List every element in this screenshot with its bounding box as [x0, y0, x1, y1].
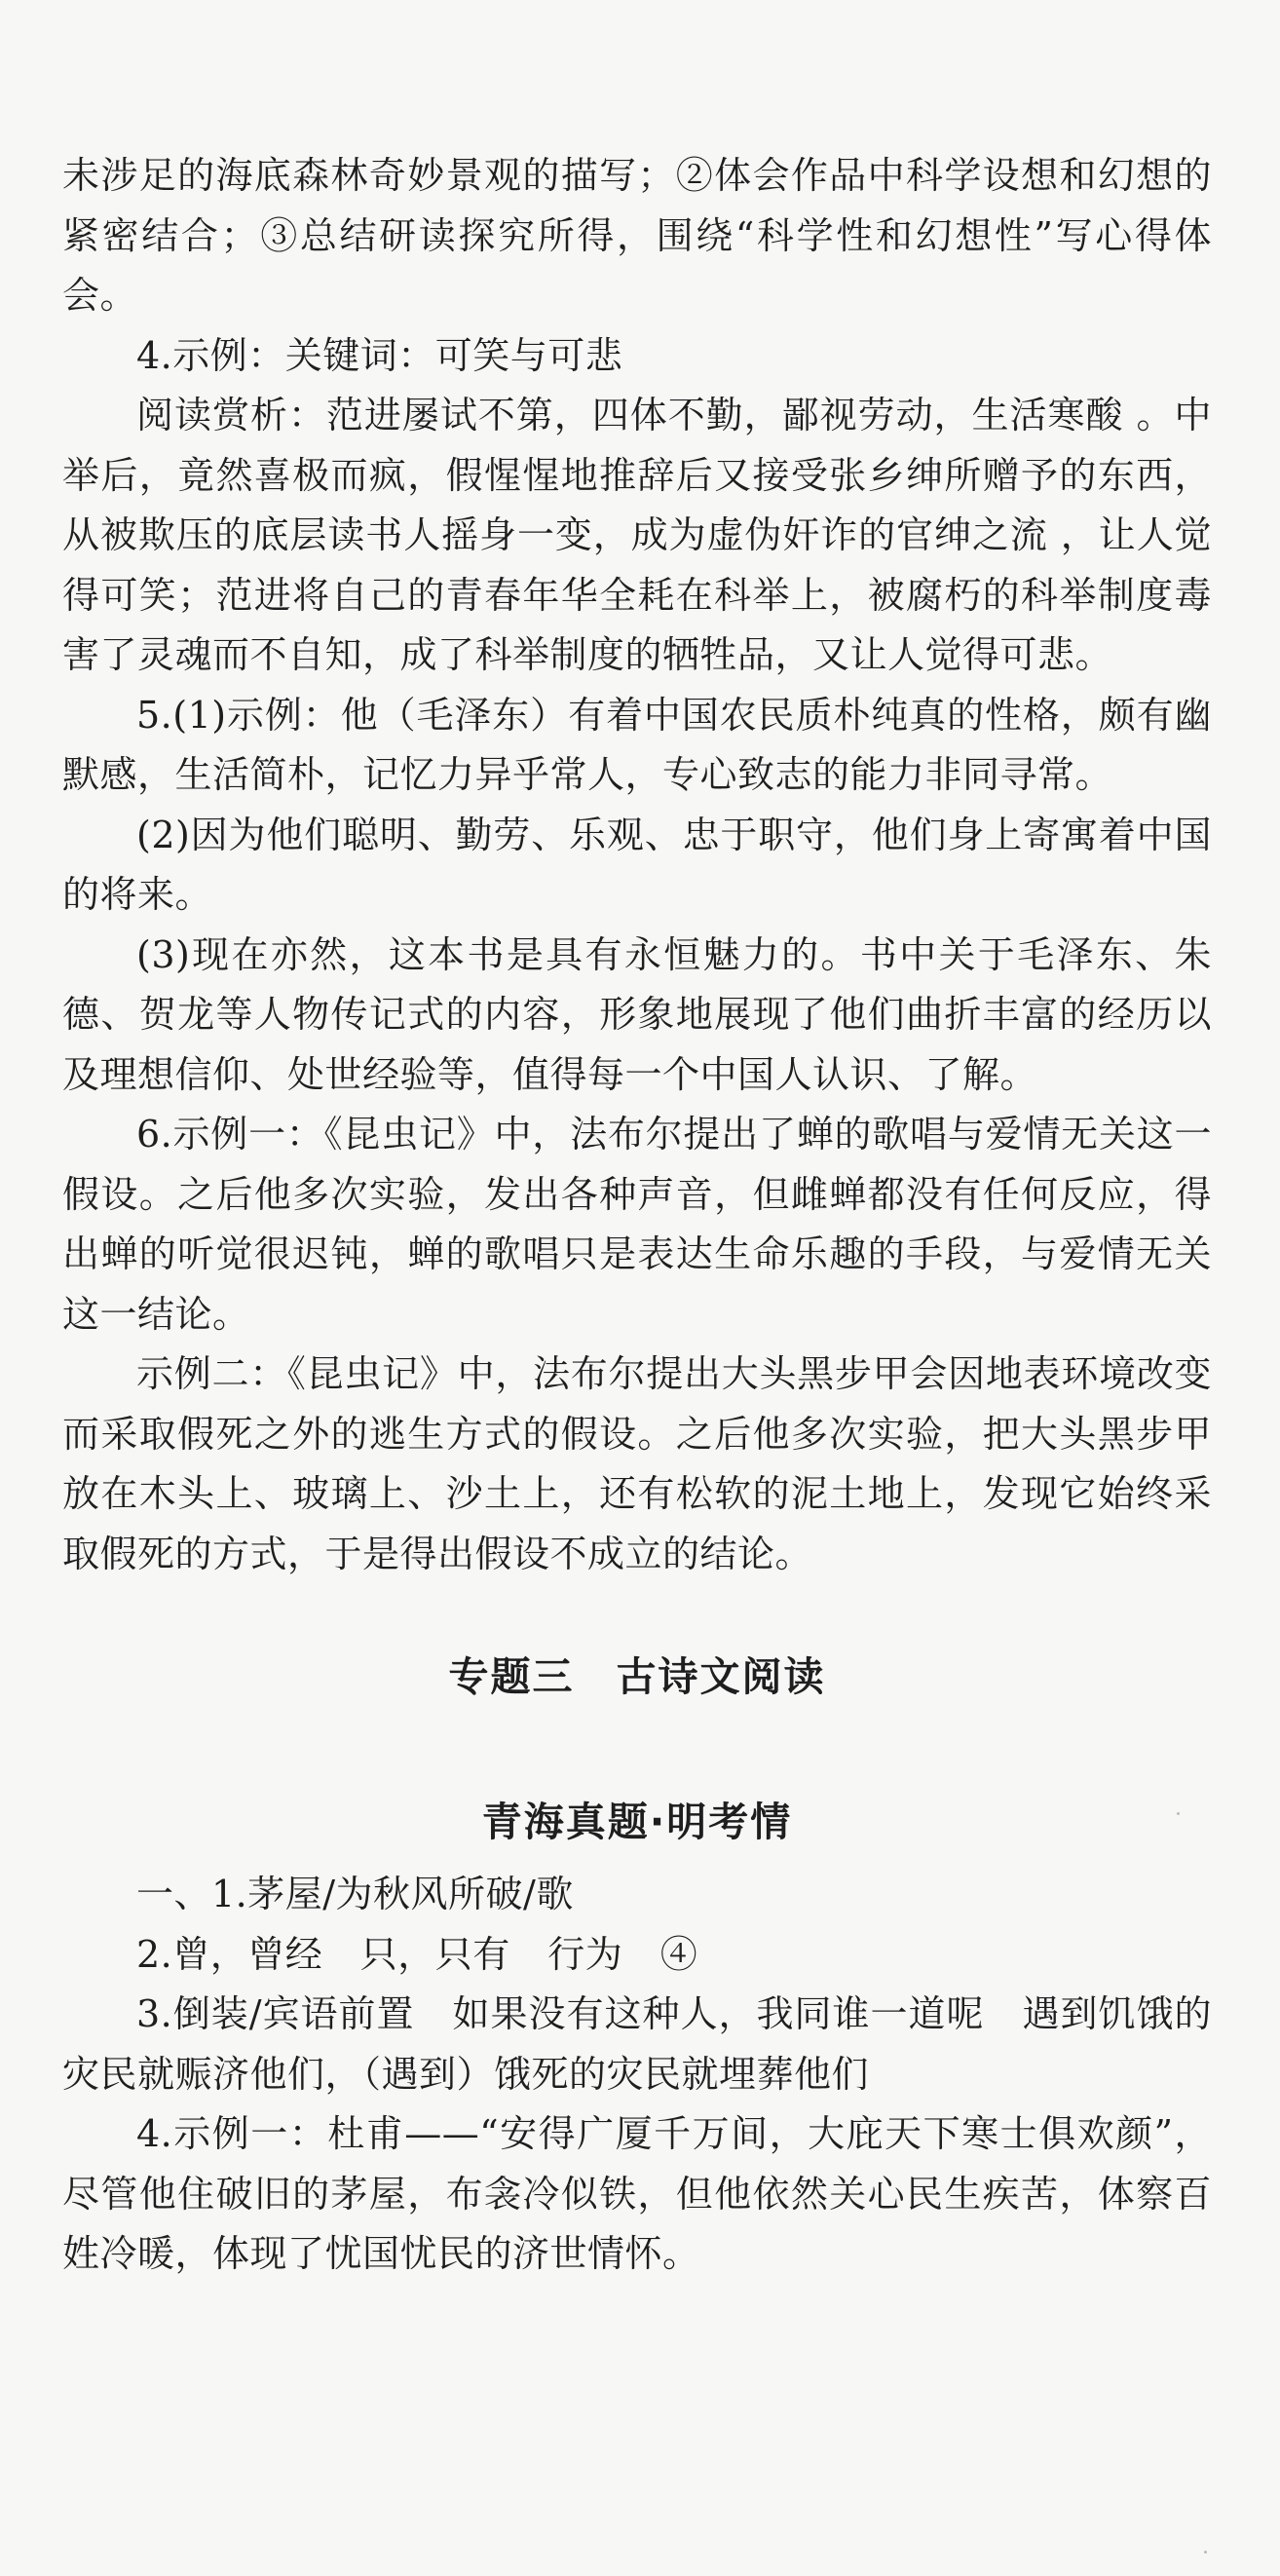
section-title: 专题三 古诗文阅读: [448, 1653, 826, 1700]
paragraph-q3: 3.倒装/宾语前置 如果没有这种人，我同谁一道呢 遇到饥饿的灾民就赈济他们，（遇到）饿死的灾民就埋葬他们: [62, 1992, 1212, 2096]
subsection-title: 青海真题·明考情: [481, 1799, 793, 1845]
paragraph-item-5-1: 5.(1)示例：他（毛泽东）有着中国农民质朴纯真的性格，颇有幽默感，生活简朴，记忆力异乎常人，专心致志的能力非同寻常。: [62, 693, 1212, 796]
paragraph-continuation: 未涉足的海底森林奇妙景观的描写；②体会作品中科学设想和幻想的紧密结合；③总结研读探究所得，围绕“科学性和幻想性”写心得体会。: [62, 154, 1212, 317]
paragraph-item-6-example-1: 6.示例一：《昆虫记》中，法布尔提出了蝉的歌唱与爱情无关这一假设。之后他多次实验，发出各种声音，但雌蝉都没有任何反应，得出蝉的听觉很迟钝，蝉的歌唱只是表达生命乐趣的手段，与爱情无关这一结论。: [62, 1113, 1212, 1336]
paragraph-reading-appreciation: 阅读赏析：范进屡试不第，四体不勤，鄙视劳动，生活寒酸 。中举后，竟然喜极而疯，假惺惺地推辞后又接受张乡绅所赠予的东西，从被欺压的底层读书人摇身一变，成为虚伪奸诈的官绅之流 ，让人觉得可笑；范进将自己的青春年华全耗在科举上，被腐朽的科举制度毒害了灵魂而不自知，成了科举制度的牺牲品，又让人觉得可悲。: [62, 394, 1212, 676]
paragraph-item-6-example-2: 示例二：《昆虫记》中，法布尔提出大头黑步甲会因地表环境改变而采取假死之外的逃生方式的假设。之后他多次实验，把大头黑步甲放在木头上、玻璃上、沙土上，还有松软的泥土地上，发现它始终采取假死的方式，于是得出假设不成立的结论。: [62, 1352, 1212, 1575]
scan-speck: [1204, 2551, 1207, 2554]
paragraph-item-5-2: (2)因为他们聪明、勤劳、乐观、忠于职守，他们身上寄寓着中国的将来。: [62, 813, 1212, 916]
paragraph-item-4: 4.示例：关键词：可笑与可悲: [136, 333, 623, 377]
paragraph-item-5-3: (3)现在亦然，这本书是具有永恒魅力的。书中关于毛泽东、朱德、贺龙等人物传记式的内容，形象地展现了他们曲折丰富的经历以及理想信仰、处世经验等，值得每一个中国人认识、了解。: [62, 932, 1212, 1096]
scan-speck: [1177, 1812, 1180, 1815]
paragraph-q1: 一、1.茅屋/为秋风所破/歌: [136, 1873, 574, 1915]
page-content: [62, 146, 1212, 2285]
paragraph-q4: 4.示例一：杜甫——“安得广厦千万间，大庇天下寒士俱欢颜”，尽管他住破旧的茅屋，布衾冷似铁，但他依然关心民生疾苦，体察百姓冷暖，体现了忧国忧民的济世情怀。: [62, 2112, 1212, 2275]
paragraph-q2: 2.曾，曾经 只，只有 行为 ④: [136, 1932, 698, 1976]
